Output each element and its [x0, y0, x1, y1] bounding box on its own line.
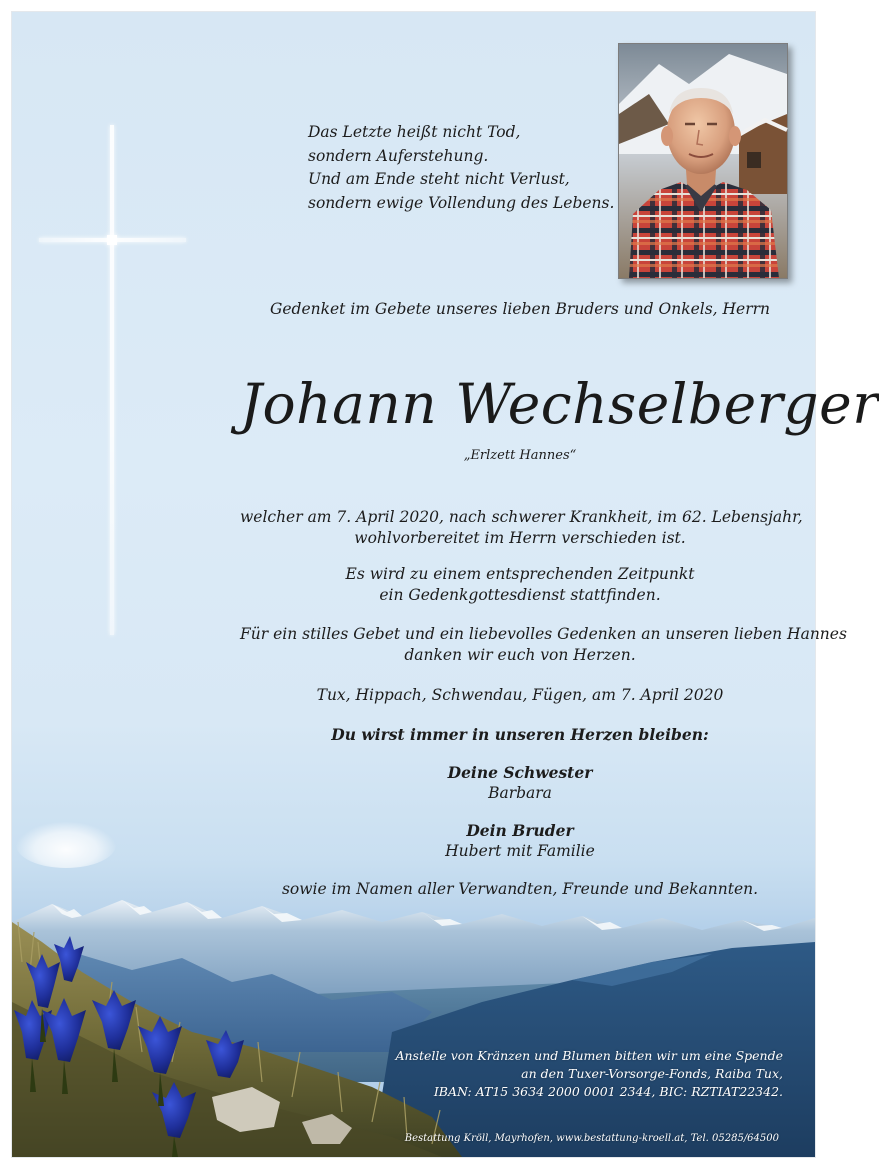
place-date: [240, 685, 800, 706]
mourner-names: Barbara: [488, 784, 552, 802]
mourner-role: Deine Schwester: [447, 763, 593, 782]
donation-line: Anstelle von Kränzen und Blumen bitten wir um eine Spende: [395, 1048, 783, 1063]
passing-text: [240, 507, 803, 549]
thanks-line: Für ein stilles Gebet und ein liebevolles Gedenken an unseren lieben Hannes: [240, 625, 847, 643]
deceased-nickname: „Erlzett Hannes“: [463, 448, 577, 463]
deceased-name: Johann Wechselberger: [240, 372, 879, 436]
closing-text: [240, 879, 800, 900]
motto-line: Du wirst immer in unseren Herzen bleiben:: [331, 725, 709, 744]
mourner-sister: [240, 762, 800, 804]
mourner-names: Hubert mit Familie: [445, 842, 595, 860]
cross-center: [107, 235, 117, 245]
thanks-text: [240, 624, 847, 666]
verse-line: sondern ewige Vollendung des Lebens.: [308, 193, 615, 212]
cross-vertical-beam: [110, 125, 114, 635]
verse-line: Und am Ende steht nicht Verlust,: [308, 170, 570, 188]
donation-line: IBAN: AT15 3634 2000 0001 2344, BIC: RZTIAT22342.: [433, 1084, 783, 1099]
thanks-line: danken wir euch von Herzen.: [404, 646, 636, 664]
service-text: [240, 564, 800, 606]
donation-note: [363, 1047, 783, 1101]
motto: [240, 724, 800, 745]
place-date-line: Tux, Hippach, Schwendau, Fügen, am 7. April 2020: [316, 686, 724, 704]
passing-line: wohlvorbereitet im Herrn verschieden ist.: [354, 529, 686, 547]
passing-line: welcher am 7. April 2020, nach schwerer Krankheit, im 62. Lebensjahr,: [240, 508, 803, 526]
mountain-landscape-image: [12, 882, 815, 1157]
service-line: ein Gedenkgottesdienst stattfinden.: [379, 586, 661, 604]
donation-line: an den Tuxer-Vorsorge-Fonds, Raiba Tux,: [521, 1066, 783, 1081]
intro-text: [240, 299, 800, 320]
intro-line: Gedenket im Gebete unseres lieben Bruders und Onkels, Herrn: [269, 300, 771, 318]
service-line: Es wird zu einem entsprechenden Zeitpunkt: [345, 565, 695, 583]
obituary-card: [12, 12, 879, 1157]
mourner-brother: [240, 820, 800, 862]
funeral-home-footer: Bestattung Kröll, Mayrhofen, www.bestattung-kroell.at, Tel. 05285/64500: [404, 1133, 779, 1144]
cloud: [16, 822, 116, 868]
closing-line: sowie im Namen aller Verwandten, Freunde und Bekannten.: [281, 880, 759, 898]
verse-line: sondern Auferstehung.: [308, 146, 489, 165]
portrait-photo: [618, 43, 788, 279]
verse-line: Das Letzte heißt nicht Tod,: [308, 123, 521, 141]
mourner-role: Dein Bruder: [466, 821, 574, 840]
memorial-verse: [308, 121, 615, 215]
